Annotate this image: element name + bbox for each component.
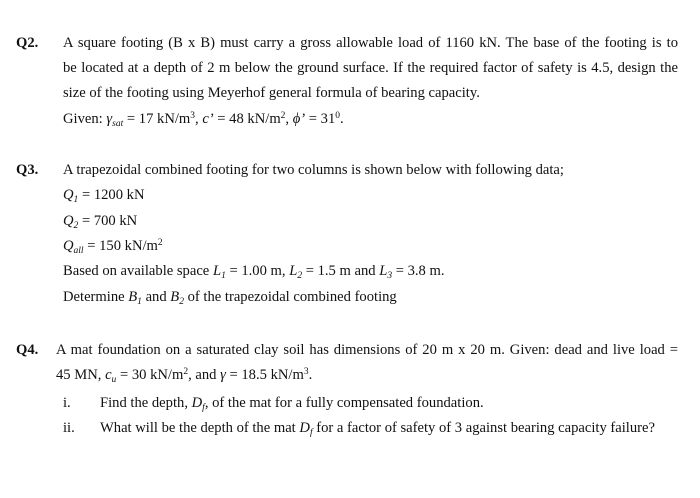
l3-subscript: 3 [387, 271, 393, 281]
ii-prefix: What will be the depth of the mat [100, 420, 300, 436]
cohesion-exponent: 2 [280, 111, 286, 121]
b2-subscript: 2 [179, 297, 184, 307]
given-end: . [340, 111, 344, 127]
b1-symbol: B [128, 289, 138, 305]
and-text: and [141, 289, 171, 305]
qall-symbol: Q [63, 238, 74, 254]
b1-subscript: 1 [137, 297, 142, 307]
df-subscript: f [202, 403, 205, 413]
ii-suffix: for a factor of safety of 3 against bearing capacity failure? [312, 420, 655, 436]
q3-allowable [63, 236, 678, 257]
subquestion-i-marker: i. [63, 395, 71, 411]
load-value: 45 MN, [56, 367, 106, 383]
qall-subscript: all [73, 246, 84, 256]
gamma-sat-subscript: sat [112, 119, 124, 129]
line-end: . [308, 367, 313, 383]
df-symbol: D [299, 420, 310, 436]
q4-line-2 [56, 365, 678, 386]
gamma-exponent: 3 [303, 367, 309, 377]
q1-value: = 1200 kN [78, 187, 145, 203]
l2-symbol: L [289, 263, 298, 279]
q3-determine-line [63, 287, 678, 308]
question-number: Q2. [16, 35, 39, 51]
phi-symbol: ϕ’ [292, 111, 306, 127]
q2-subscript: 2 [73, 221, 79, 231]
cu-subscript: u [111, 375, 117, 385]
q2-value: = 700 kN [78, 213, 138, 229]
phi-degree: 0 [335, 111, 341, 121]
qall-value: = 150 kN/m [83, 238, 158, 254]
df-symbol: D [191, 395, 203, 411]
question-number: Q4. [16, 342, 39, 358]
q3-load-q2 [63, 211, 678, 232]
given-label: Given: [63, 111, 103, 127]
l2-subscript: 2 [297, 271, 303, 281]
gamma-sat-exponent: 3 [190, 111, 196, 121]
subquestion-ii-marker: ii. [63, 420, 75, 436]
gamma-symbol: γ [220, 367, 226, 383]
and-text: , and [188, 367, 221, 383]
cu-value: = 30 kN/m [116, 367, 184, 383]
l1-subscript: 1 [221, 271, 226, 281]
l2-value: = 1.5 m and [302, 263, 380, 279]
q3-intro: A trapezoidal combined footing for two columns is shown below with following data; [63, 162, 564, 178]
q2-line-2: be located at a depth of 2 m below the ground surface. If the required factor of safety is 4.5, design the [63, 60, 678, 76]
cu-exponent: 2 [183, 367, 189, 377]
l3-value: = 3.8 m. [392, 263, 445, 279]
q2-symbol: Q [63, 213, 74, 229]
l3-symbol: L [379, 263, 388, 279]
gamma-sat-value: = 17 kN/m [123, 111, 191, 127]
q4-line-1: A mat foundation on a saturated clay soil has dimensions of 20 m x 20 m. Given: dead and live load = [56, 342, 678, 358]
phi-value: = 31 [305, 111, 336, 127]
cu-symbol: c [105, 367, 112, 383]
q3-space-line [63, 261, 678, 282]
determine-prefix: Determine [63, 289, 129, 305]
space-prefix: Based on available space [63, 263, 213, 279]
question-number: Q3. [16, 162, 39, 178]
i-prefix: Find the depth, [100, 395, 192, 411]
gamma-value: = 18.5 kN/m [225, 367, 304, 383]
q2-line-3: size of the footing using Meyerhof general formula of bearing capacity. [63, 85, 480, 101]
qall-exponent: 2 [157, 238, 163, 248]
q1-subscript: 1 [73, 195, 79, 205]
q3-load-q1 [63, 185, 678, 206]
df-subscript: f [309, 428, 313, 438]
subquestion-i-text [100, 393, 484, 414]
q1-symbol: Q [63, 187, 74, 203]
b2-symbol: B [170, 289, 180, 305]
i-suffix: , of the mat for a fully compensated foundation. [204, 395, 484, 411]
l1-value: = 1.00 m, [225, 263, 290, 279]
q2-given-line: Given: $\gamma_{sat} = 17$ $kN/m^3$, c’ = 48 $kN/m^2$, ϕ’ = $31^0$. [63, 111, 344, 129]
l1-symbol: L [212, 263, 222, 279]
determine-suffix: of the trapezoidal combined footing [183, 289, 397, 305]
q2-line-1: A square footing (B x B) must carry a gross allowable load of 1160 kN. The base of the footing is to [63, 35, 678, 51]
cohesion-value: = 48 kN/m [213, 111, 281, 127]
cohesion-symbol: c’ [202, 111, 214, 127]
gamma-sat-symbol: γ [106, 111, 113, 127]
subquestion-ii-text [100, 418, 655, 439]
